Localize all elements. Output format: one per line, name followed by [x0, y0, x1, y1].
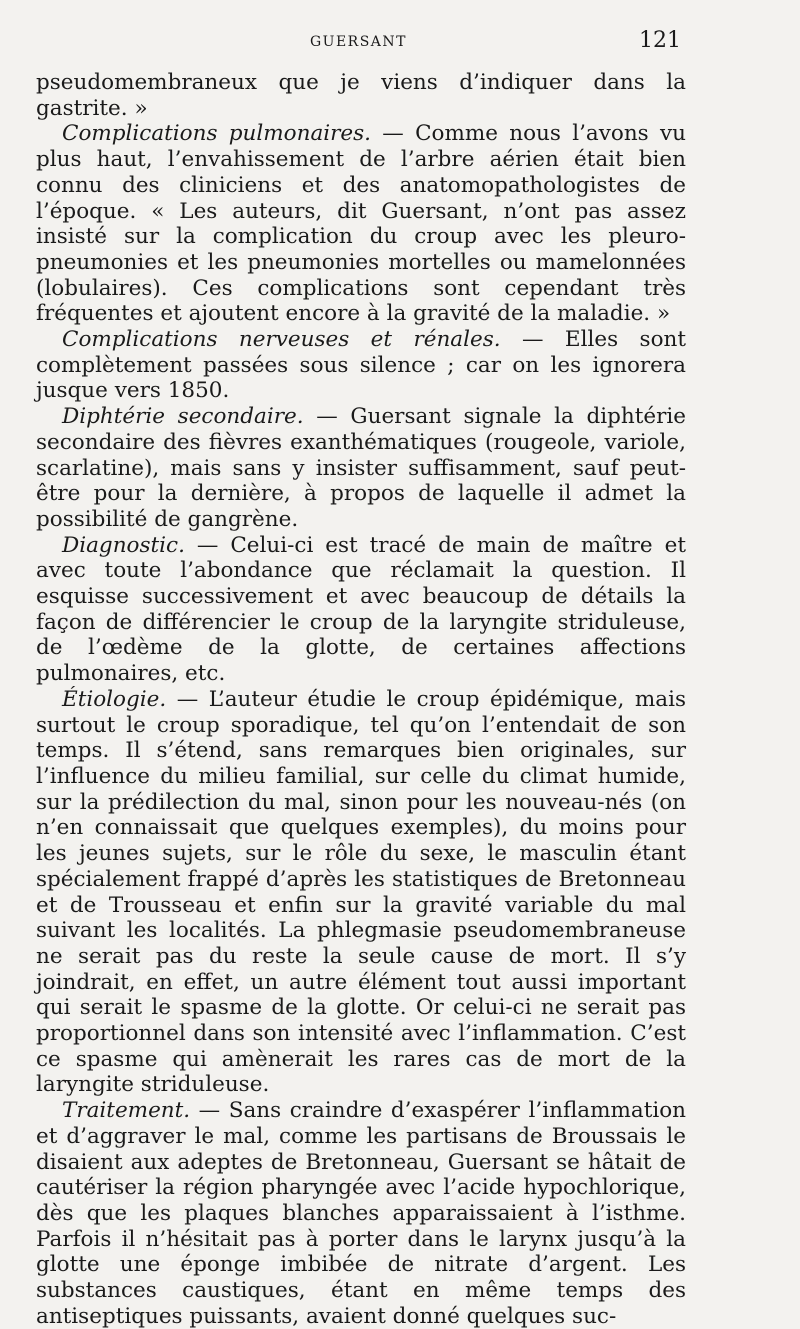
- paragraph-text: pseudomembraneux que je viens d’indiquer dans la gastrite. »: [36, 70, 686, 121]
- paragraph-text: — Comme nous l’avons vu plus haut, l’envahissement de l’arbre aérien était bien connu des cliniciens et des anatomopathologistes de l’époque. « Les auteurs, dit Guersant, n’ont pas assez insisté sur la complication du croup avec les pleuro-pneumonies et les pneumonies mortelles ou mamelonnées (lobulaires). Ces complications sont cependant très fréquentes et ajoutent encore à la gravité de la maladie. »: [36, 121, 686, 327]
- paragraph-continuation: [36, 70, 686, 121]
- paragraph-traitement: [36, 1098, 686, 1329]
- section-heading: Étiologie.: [62, 686, 167, 712]
- paragraph-etiologie: [36, 687, 686, 1098]
- body-text: [36, 70, 686, 1329]
- paragraph-text: — Guersant signale la diphtérie secondaire des fièvres exanthématiques (rougeole, variole, scarlatine), mais sans y insister suffisamment, sauf peut-être pour la dernière, à propos de laquelle il admet la possibilité de gangrène.: [36, 404, 686, 532]
- section-heading: Diphtérie secondaire.: [62, 404, 304, 430]
- section-heading: Complications pulmonaires.: [62, 121, 372, 147]
- paragraph-complications-nerveuses: [36, 327, 686, 404]
- running-head: GUERSANT: [309, 34, 408, 50]
- paragraph-text: — Elles sont complètement passées sous silence ; car on les ignorera jusque vers 1850.: [36, 327, 686, 404]
- paragraph-diagnostic: [36, 533, 686, 687]
- page-number: 121: [639, 28, 681, 53]
- page-header: [36, 28, 681, 58]
- paragraph-text: — Sans craindre d’exaspérer l’inflammation et d’aggraver le mal, comme les partisans de Broussais le disaient aux adeptes de Bretonneau, Guersant se hâtait de cautériser la région pharyngée avec l’acide hypochlorique, dès que les plaques blanches apparaissaient à l’isthme. Parfois il n’hésitait pas à porter dans le larynx jusqu’à la glotte une éponge imbibée de nitrate d’argent. Les substances caustiques, étant en même temps des antiseptiques puissants, avaient donné quelques suc-: [36, 1098, 686, 1329]
- section-heading: Complications nerveuses et rénales.: [62, 327, 501, 353]
- paragraph-text: — L’auteur étudie le croup épidémique, mais surtout le croup sporadique, tel qu’on l’entendait de son temps. Il s’étend, sans remarques bien originales, sur l’influence du milieu familial, sur celle du climat humide, sur la prédilection du mal, sinon pour les nouveau-nés (on n’en connaissait que quelques exemples), du moins pour les jeunes sujets, sur le rôle du sexe, le masculin étant spécialement frappé d’après les statistiques de Bretonneau et de Trousseau et enfin sur la gravité variable du mal suivant les localités. La phlegmasie pseudomembraneuse ne serait pas du reste la seule cause de mort. Il s’y joindrait, en effet, un autre élément tout aussi important qui serait le spasme de la glotte. Or celui-ci ne serait pas proportionnel dans son intensité avec l’inflammation. C’est ce spasme qui amènerait les rares cas de mort de la laryngite striduleuse.: [36, 686, 686, 1098]
- paragraph-diphterie-secondaire: [36, 404, 686, 533]
- section-heading: Traitement.: [62, 1098, 191, 1124]
- paragraph-complications-pulmonaires: [36, 121, 686, 327]
- paragraph-text: — Celui-ci est tracé de main de maître et avec toute l’abondance que réclamait la question. Il esquisse successivement et avec beaucoup de détails la façon de différencier le croup de la laryngite striduleuse, de l’œdème de la glotte, de certaines affections pulmonaires, etc.: [36, 532, 686, 687]
- section-heading: Diagnostic.: [62, 532, 185, 558]
